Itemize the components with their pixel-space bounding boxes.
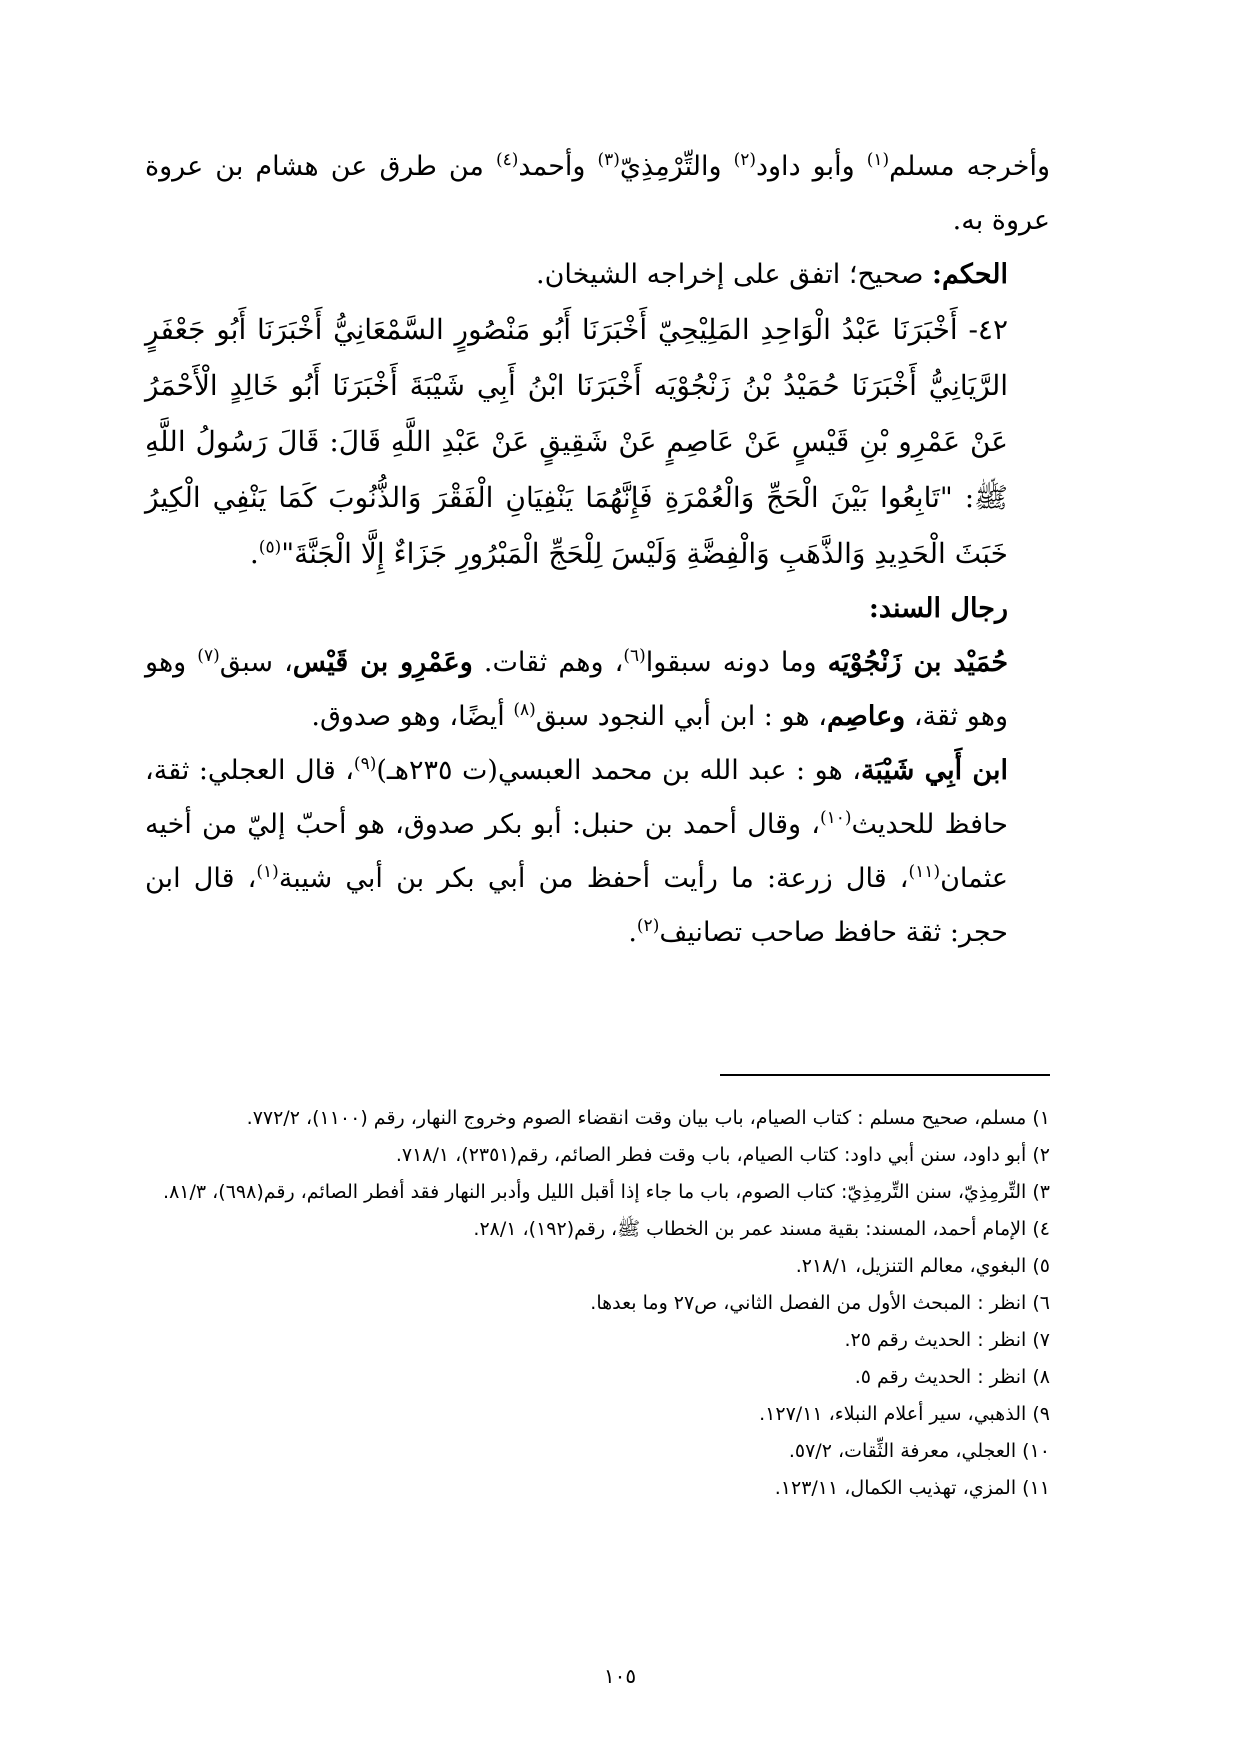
footnote-ref[interactable]: (٢) — [636, 916, 660, 936]
footnote-item: ٧) انظر : الحديث رقم ٢٥. — [844, 1329, 1050, 1351]
footnotes — [145, 1100, 1050, 1507]
text-run: ، وهم ثقات. — [472, 647, 624, 678]
footnote-ref[interactable]: (١١) — [908, 862, 941, 882]
footnote-item: ٤) الإمام أحمد، المسند: بقية مسند عمر بن الخطاب ﷺ، رقم(١٩٢)، ٢٨/١. — [473, 1218, 1050, 1240]
main-text — [145, 140, 1050, 960]
footnote-item: ٨) انظر : الحديث رقم ٥. — [854, 1366, 1050, 1388]
footnote-item: ٣) التِّرمِذِيّ، سنن التِّرمِذِيّ: كتاب الصوم، باب ما جاء إذا أقبل الليل وأدبر النهار فقد أفطر الصائم، رقم(٦٩٨)، ٨١/٣. — [163, 1181, 1050, 1203]
text-run: وأخرجه مسلم — [889, 151, 1050, 182]
text-run: ، قال زرعة: ما رأيت أحفظ من أبي بكر بن أبي شيبة — [278, 863, 909, 894]
text-run: ، وقال أحمد بن حنبل: أبو بكر صدوق، هو أحبّ إليّ من أخيه عثمان — [145, 809, 1008, 894]
narrator-name: وعَمْرِو بن قَيْس — [292, 647, 473, 678]
paragraph-takhrij — [145, 140, 1050, 248]
footnote-ref[interactable]: (٣) — [597, 150, 620, 170]
footnote-item: ١) مسلم، صحيح مسلم : كتاب الصيام، باب بيان وقت انقضاء الصوم وخروج النهار، رقم (١١٠٠)، ٧٧٢/٢. — [246, 1107, 1050, 1129]
narrator-name: ابن أَبِي شَيْبَة — [860, 755, 1008, 786]
footnote-item: ٥) البغوي، معالم التنزيل، ٢١٨/١. — [795, 1255, 1050, 1277]
footnote-ref[interactable]: (٥) — [258, 537, 282, 558]
footnote-separator — [720, 1074, 1050, 1076]
text-run: ، قال ابن حجر: ثقة حافظ صاحب تصانيف — [145, 863, 1008, 948]
footnote-item: ١١) المزي، تهذيب الكمال، ١٢٣/١١. — [774, 1477, 1050, 1499]
footnote-ref[interactable]: (٧) — [197, 646, 220, 666]
footnote-ref[interactable]: (٢) — [733, 150, 756, 170]
paragraph-hukm — [145, 248, 1050, 302]
page-number: ١٠٥ — [603, 1664, 637, 1688]
text-run: . — [249, 537, 259, 570]
footnote-item: ٩) الذهبي، سير أعلام النبلاء، ١٢٧/١١. — [759, 1403, 1050, 1425]
text-run: ، هو : عبد الله بن محمد العبسي(ت ٢٣٥هـ) — [376, 755, 861, 786]
hadith-42 — [145, 302, 1050, 582]
paragraph-ibn-abi-shaybah — [145, 744, 1050, 960]
text-run: والتِّرْمِذِيّ — [619, 151, 734, 182]
narrator-name: حُمَيْد بن زَنْجُوْيَه — [827, 647, 1009, 678]
footnote-ref[interactable]: (١٠) — [819, 808, 852, 828]
footnote-ref[interactable]: (٤) — [495, 150, 519, 170]
text-run: أيضًا، وهو صدوق. — [311, 701, 514, 732]
footnote-ref[interactable]: (١) — [866, 150, 890, 170]
section-heading: رجال السند: — [868, 593, 1008, 624]
footnote-ref[interactable]: (١) — [256, 862, 279, 882]
hukm-label: الحكم: — [931, 259, 1008, 290]
text-run: ، سبق — [219, 647, 293, 678]
paragraph-rijal — [145, 636, 1050, 744]
text-run: وهو وهو ثقة، — [145, 647, 1008, 732]
footnote-item: ٢) أبو داود، سنن أبي داود: كتاب الصيام، باب وقت فطر الصائم، رقم(٢٣٥١)، ٧١٨/١. — [395, 1144, 1050, 1166]
footnote-item: ١٠) العجلي، معرفة الثِّقات، ٥٧/٢. — [788, 1440, 1050, 1462]
text-run: وأبو داود — [756, 151, 867, 182]
footnote-ref[interactable]: (٦) — [623, 646, 646, 666]
text-run: من طرق عن هشام بن عروة عروة به. — [145, 151, 1050, 236]
text-run: ، قال العجلي: ثقة، حافظ للحديث — [145, 755, 1008, 840]
footnote-ref[interactable]: (٨) — [513, 700, 536, 720]
text-run: ، هو : ابن أبي النجود سبق — [535, 701, 827, 732]
text-run: وما دونه سبقوا — [645, 647, 828, 678]
hadith-text: ٤٢- أَخْبَرَنَا عَبْدُ الْوَاحِدِ المَلِيْحِيّ أَخْبَرَنَا أَبُو مَنْصُورٍ السَّمْعَانِيُّ أَخْبَرَنَا أَبُو جَعْفَرٍ الرَّيَانِيُّ أَخْبَرَنَا حُمَيْدُ بْنُ زَنْجُوْيَه أَخْبَرَنَا ابْنُ أَبِي شَيْبَةَ أَخْبَرَنَا أَبُو خَالِدٍ الْأَحْمَرُ عَنْ عَمْرِو بْنِ قَيْسٍ عَنْ عَاصِمٍ عَنْ شَقِيقٍ عَنْ عَبْدِ اللَّهِ قَالَ: قَالَ رَسُولُ اللَّهِ ﷺ: "تَابِعُوا بَيْنَ الْحَجِّ وَالْعُمْرَةِ فَإِنَّهُمَا يَنْفِيَانِ الْفَقْرَ وَالذُّنُوبَ كَمَا يَنْفِي الْكِيرُ خَبَثَ الْحَدِيدِ وَالذَّهَبِ وَالْفِضَّةِ وَلَيْسَ لِلْحَجِّ الْمَبْرُورِ جَزَاءٌ إِلَّا الْجَنَّةَ" — [145, 313, 1008, 570]
footnote-ref[interactable]: (٩) — [353, 754, 377, 774]
text-run: . — [628, 917, 637, 948]
text-run: وأحمد — [518, 151, 598, 182]
hukm-text: صحيح؛ اتفق على إخراجه الشيخان. — [536, 259, 932, 290]
narrator-name: وعاصِم — [826, 701, 906, 732]
footnote-item: ٦) انظر : المبحث الأول من الفصل الثاني، ص٢٧ وما بعدها. — [590, 1292, 1050, 1314]
